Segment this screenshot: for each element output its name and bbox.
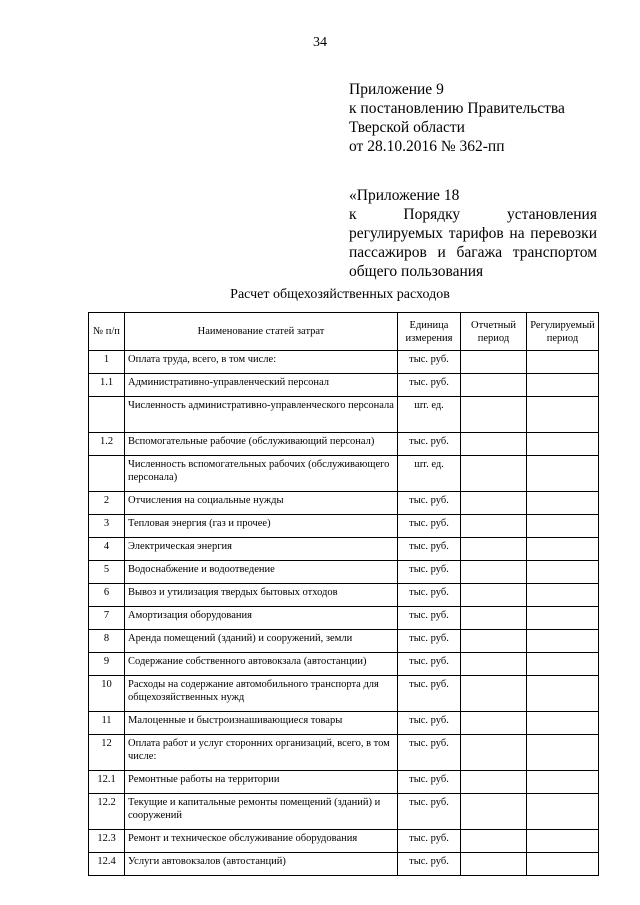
table-row bbox=[89, 351, 599, 374]
reported-value-cell bbox=[461, 492, 527, 515]
table-row bbox=[89, 538, 599, 561]
regulated-value-cell bbox=[527, 676, 599, 712]
row-number: 12 bbox=[89, 735, 125, 771]
table-header-row bbox=[89, 313, 599, 351]
appendix-line: Тверской области bbox=[349, 119, 465, 136]
row-unit: тыс. руб. bbox=[398, 538, 461, 561]
table-row bbox=[89, 607, 599, 630]
order-line: пассажиров и багажа транспортом bbox=[349, 244, 597, 261]
regulated-value-cell bbox=[527, 607, 599, 630]
table-row bbox=[89, 653, 599, 676]
reported-value-cell bbox=[461, 433, 527, 456]
reported-value-cell bbox=[461, 515, 527, 538]
reported-value-cell bbox=[461, 853, 527, 876]
row-number: 12.2 bbox=[89, 794, 125, 830]
regulated-value-cell bbox=[527, 830, 599, 853]
row-name: Оплата работ и услуг сторонних организаций, всего, в том числе: bbox=[125, 735, 398, 771]
row-unit: тыс. руб. bbox=[398, 584, 461, 607]
reported-value-cell bbox=[461, 561, 527, 584]
row-unit: тыс. руб. bbox=[398, 607, 461, 630]
row-number: 12.3 bbox=[89, 830, 125, 853]
row-name: Электрическая энергия bbox=[125, 538, 398, 561]
reported-value-cell bbox=[461, 607, 527, 630]
row-name: Аренда помещений (зданий) и сооружений, земли bbox=[125, 630, 398, 653]
reported-value-cell bbox=[461, 771, 527, 794]
row-unit: тыс. руб. bbox=[398, 771, 461, 794]
table-row bbox=[89, 771, 599, 794]
row-number: 7 bbox=[89, 607, 125, 630]
row-name: Численность вспомогательных рабочих (обслуживающего персонала) bbox=[125, 456, 398, 492]
table-row bbox=[89, 830, 599, 853]
appendix-line: от 28.10.2016 № 362-пп bbox=[349, 138, 505, 155]
header-name: Наименование статей затрат bbox=[125, 313, 398, 351]
regulated-value-cell bbox=[527, 735, 599, 771]
row-unit: тыс. руб. bbox=[398, 830, 461, 853]
row-number: 1.1 bbox=[89, 374, 125, 397]
regulated-value-cell bbox=[527, 630, 599, 653]
regulated-value-cell bbox=[527, 653, 599, 676]
row-number: 10 bbox=[89, 676, 125, 712]
row-unit: шт. ед. bbox=[398, 456, 461, 492]
table-row bbox=[89, 676, 599, 712]
table-row bbox=[89, 374, 599, 397]
row-number: 12.4 bbox=[89, 853, 125, 876]
row-unit: тыс. руб. bbox=[398, 433, 461, 456]
table-row bbox=[89, 397, 599, 433]
reported-value-cell bbox=[461, 456, 527, 492]
table-row bbox=[89, 515, 599, 538]
row-name: Услуги автовокзалов (автостанций) bbox=[125, 853, 398, 876]
order-header bbox=[349, 186, 597, 281]
header-unit: Единица измерения bbox=[398, 313, 461, 351]
table-row bbox=[89, 561, 599, 584]
table-row bbox=[89, 794, 599, 830]
row-name: Административно-управленческий персонал bbox=[125, 374, 398, 397]
row-name: Оплата труда, всего, в том числе: bbox=[125, 351, 398, 374]
row-unit: тыс. руб. bbox=[398, 561, 461, 584]
row-name: Вывоз и утилизация твердых бытовых отходов bbox=[125, 584, 398, 607]
reported-value-cell bbox=[461, 735, 527, 771]
header-num: № п/п bbox=[89, 313, 125, 351]
costs-table bbox=[88, 312, 599, 876]
row-name: Амортизация оборудования bbox=[125, 607, 398, 630]
row-number: 6 bbox=[89, 584, 125, 607]
table-row bbox=[89, 492, 599, 515]
reported-value-cell bbox=[461, 374, 527, 397]
row-number: 1 bbox=[89, 351, 125, 374]
regulated-value-cell bbox=[527, 853, 599, 876]
header-regulated-period: Регулируемый период bbox=[527, 313, 599, 351]
row-name: Численность административно-управленческого персонала bbox=[125, 397, 398, 433]
table-row bbox=[89, 853, 599, 876]
table-row bbox=[89, 630, 599, 653]
row-name: Ремонт и техническое обслуживание оборудования bbox=[125, 830, 398, 853]
row-unit: тыс. руб. bbox=[398, 794, 461, 830]
row-unit: тыс. руб. bbox=[398, 712, 461, 735]
row-name: Малоценные и быстроизнашивающиеся товары bbox=[125, 712, 398, 735]
row-unit: тыс. руб. bbox=[398, 630, 461, 653]
row-unit: тыс. руб. bbox=[398, 735, 461, 771]
row-name: Ремонтные работы на территории bbox=[125, 771, 398, 794]
row-number: 1.2 bbox=[89, 433, 125, 456]
regulated-value-cell bbox=[527, 771, 599, 794]
row-unit: тыс. руб. bbox=[398, 374, 461, 397]
row-unit: тыс. руб. bbox=[398, 351, 461, 374]
appendix-header bbox=[349, 80, 599, 156]
row-unit: тыс. руб. bbox=[398, 676, 461, 712]
regulated-value-cell bbox=[527, 538, 599, 561]
document-title: Расчет общехозяйственных расходов bbox=[230, 287, 450, 302]
table-row bbox=[89, 712, 599, 735]
row-name: Содержание собственного автовокзала (автостанции) bbox=[125, 653, 398, 676]
reported-value-cell bbox=[461, 653, 527, 676]
row-unit: шт. ед. bbox=[398, 397, 461, 433]
row-name: Вспомогательные рабочие (обслуживающий персонал) bbox=[125, 433, 398, 456]
reported-value-cell bbox=[461, 630, 527, 653]
row-name: Отчисления на социальные нужды bbox=[125, 492, 398, 515]
row-number bbox=[89, 397, 125, 433]
row-unit: тыс. руб. bbox=[398, 492, 461, 515]
regulated-value-cell bbox=[527, 456, 599, 492]
row-number: 3 bbox=[89, 515, 125, 538]
reported-value-cell bbox=[461, 794, 527, 830]
regulated-value-cell bbox=[527, 584, 599, 607]
row-number: 11 bbox=[89, 712, 125, 735]
row-unit: тыс. руб. bbox=[398, 515, 461, 538]
row-name: Текущие и капитальные ремонты помещений (зданий) и сооружений bbox=[125, 794, 398, 830]
row-name: Тепловая энергия (газ и прочее) bbox=[125, 515, 398, 538]
row-name: Расходы на содержание автомобильного транспорта для общехозяйственных нужд bbox=[125, 676, 398, 712]
reported-value-cell bbox=[461, 830, 527, 853]
table-row bbox=[89, 584, 599, 607]
regulated-value-cell bbox=[527, 712, 599, 735]
regulated-value-cell bbox=[527, 433, 599, 456]
table-row bbox=[89, 456, 599, 492]
order-line: общего пользования bbox=[349, 263, 484, 280]
reported-value-cell bbox=[461, 538, 527, 561]
row-number: 2 bbox=[89, 492, 125, 515]
reported-value-cell bbox=[461, 351, 527, 374]
page-number: 34 bbox=[313, 35, 327, 50]
appendix-line: Приложение 9 bbox=[349, 81, 444, 98]
table-row bbox=[89, 433, 599, 456]
regulated-value-cell bbox=[527, 515, 599, 538]
row-unit: тыс. руб. bbox=[398, 653, 461, 676]
row-number: 9 bbox=[89, 653, 125, 676]
row-number: 4 bbox=[89, 538, 125, 561]
order-line: к Порядку установления bbox=[349, 206, 597, 223]
regulated-value-cell bbox=[527, 794, 599, 830]
order-line: «Приложение 18 bbox=[349, 187, 460, 204]
reported-value-cell bbox=[461, 712, 527, 735]
reported-value-cell bbox=[461, 397, 527, 433]
reported-value-cell bbox=[461, 584, 527, 607]
reported-value-cell bbox=[461, 676, 527, 712]
row-number: 5 bbox=[89, 561, 125, 584]
regulated-value-cell bbox=[527, 397, 599, 433]
table-row bbox=[89, 735, 599, 771]
regulated-value-cell bbox=[527, 351, 599, 374]
row-number: 12.1 bbox=[89, 771, 125, 794]
row-number: 8 bbox=[89, 630, 125, 653]
appendix-line: к постановлению Правительства bbox=[349, 100, 565, 117]
row-number bbox=[89, 456, 125, 492]
regulated-value-cell bbox=[527, 492, 599, 515]
header-reported-period: Отчетный период bbox=[461, 313, 527, 351]
regulated-value-cell bbox=[527, 561, 599, 584]
regulated-value-cell bbox=[527, 374, 599, 397]
row-unit: тыс. руб. bbox=[398, 853, 461, 876]
order-line: регулируемых тарифов на перевозки bbox=[349, 225, 597, 242]
row-name: Водоснабжение и водоотведение bbox=[125, 561, 398, 584]
